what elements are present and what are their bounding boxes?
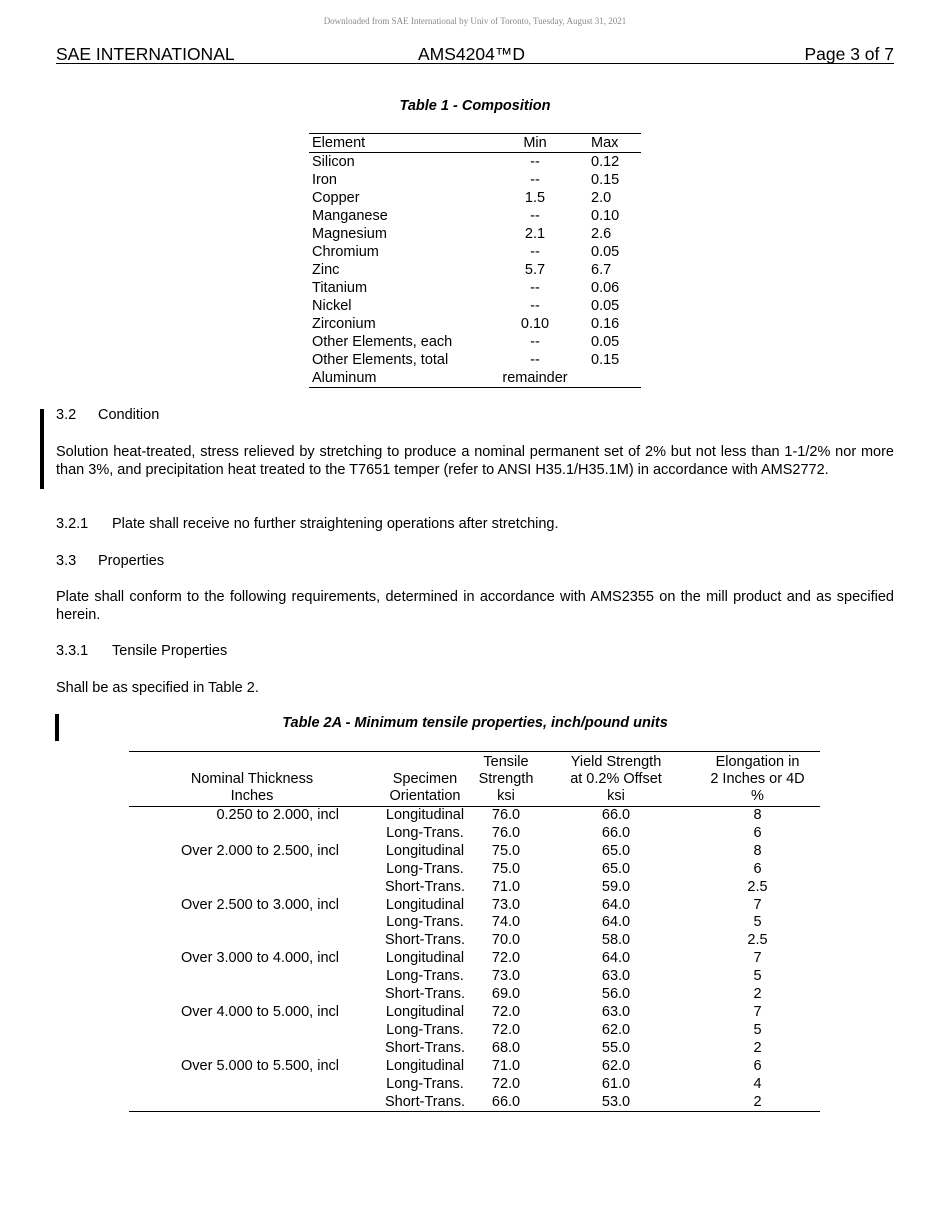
table-row bbox=[309, 297, 641, 315]
table-cell bbox=[129, 879, 375, 897]
table-cell: 0.10 bbox=[591, 208, 620, 224]
table-cell bbox=[129, 1076, 375, 1094]
table-row bbox=[309, 261, 641, 279]
table-cell: Over 2.000 to 2.500, incl bbox=[181, 842, 339, 859]
table-cell: Over 3.000 to 4.000, incl bbox=[181, 950, 339, 967]
table-cell: Aluminum bbox=[309, 369, 492, 388]
table-cell: 69.0 bbox=[491, 986, 521, 1003]
table-cell bbox=[129, 986, 375, 1004]
section-3-2-text: Solution heat-treated, stress relieved by stretching to produce a nominal permanent set of 2% but not less than 1-1/2% nor more than 3%, and precipitation heat treated to the T7651 temper (refer to ANSI H35.1/H35.1M) in accordance with AMS2772. bbox=[56, 444, 894, 478]
table-row bbox=[129, 897, 820, 915]
table-cell bbox=[129, 861, 375, 879]
table-cell: 53.0 bbox=[537, 1094, 695, 1112]
table-cell: 0.12 bbox=[591, 154, 620, 170]
table-cell: 72.0 bbox=[491, 950, 521, 967]
table-cell: 0.250 to 2.000, incl bbox=[216, 807, 339, 823]
table-cell: 0.05 bbox=[591, 334, 620, 350]
table-cell: 66.0 bbox=[601, 824, 631, 841]
table-row bbox=[309, 243, 641, 261]
table-row bbox=[129, 950, 820, 968]
table-cell: 0.05 bbox=[591, 244, 620, 260]
column-header-min: Min bbox=[492, 134, 575, 153]
table-cell: 66.0 bbox=[601, 807, 631, 823]
table-row bbox=[129, 807, 820, 825]
header-document-number: AMS4204™D bbox=[418, 44, 525, 64]
column-header-element: Element bbox=[309, 134, 492, 153]
table-row bbox=[129, 825, 820, 843]
table-row bbox=[129, 843, 820, 861]
table-cell: 7 bbox=[753, 950, 762, 967]
table-cell: Magnesium bbox=[312, 226, 387, 242]
table-cell bbox=[129, 1094, 375, 1112]
table-cell bbox=[575, 369, 641, 388]
table-cell: -- bbox=[530, 298, 540, 314]
table-cell: 72.0 bbox=[491, 1021, 521, 1038]
table-cell: 65.0 bbox=[601, 842, 631, 859]
table-cell: -- bbox=[530, 154, 540, 170]
table-cell: Long-Trans. bbox=[386, 968, 464, 985]
table-cell: 6 bbox=[753, 860, 762, 877]
column-header-orientation: Specimen Orientation bbox=[375, 752, 475, 807]
table-cell: 2 bbox=[753, 986, 762, 1003]
table-cell: Short-Trans. bbox=[375, 1094, 475, 1112]
table-cell: Longitudinal bbox=[385, 896, 465, 913]
table-cell: Long-Trans. bbox=[386, 914, 464, 931]
table-cell: 68.0 bbox=[491, 1039, 521, 1056]
table-row bbox=[309, 315, 641, 333]
table-row bbox=[309, 153, 641, 172]
table-cell: 59.0 bbox=[601, 878, 631, 895]
table-cell: 8 bbox=[753, 807, 762, 823]
table-cell: 62.0 bbox=[601, 1021, 631, 1038]
table-cell: 74.0 bbox=[491, 914, 521, 931]
table-cell: -- bbox=[530, 334, 540, 350]
section-title: Properties bbox=[98, 553, 165, 569]
table-cell: 7 bbox=[753, 1003, 762, 1020]
table-cell: Short-Trans. bbox=[384, 932, 466, 949]
table-cell: 7 bbox=[753, 896, 762, 913]
table-cell: remainder bbox=[492, 369, 575, 388]
table-cell: 0.10 bbox=[520, 316, 550, 332]
table-row bbox=[129, 968, 820, 986]
table-cell: 0.15 bbox=[591, 172, 620, 188]
table-header-row bbox=[129, 752, 820, 807]
table-cell: Longitudinal bbox=[385, 1003, 465, 1020]
table-cell: 58.0 bbox=[601, 932, 631, 949]
download-watermark: Downloaded from SAE International by Univ of Toronto, Tuesday, August 31, 2021 bbox=[323, 16, 627, 26]
table-cell: Longitudinal bbox=[385, 950, 465, 967]
revision-change-bar bbox=[40, 409, 44, 489]
table-cell: 0.05 bbox=[591, 298, 620, 314]
table-cell bbox=[129, 1040, 375, 1058]
composition-table bbox=[309, 133, 641, 388]
table-cell: 64.0 bbox=[601, 896, 631, 913]
header-publisher: SAE INTERNATIONAL bbox=[56, 44, 235, 64]
table-cell: 2.0 bbox=[591, 190, 612, 206]
table-row bbox=[129, 986, 820, 1004]
table-cell: Short-Trans. bbox=[384, 878, 466, 895]
table-cell: Long-Trans. bbox=[386, 824, 464, 841]
table-cell: Over 5.000 to 5.500, incl bbox=[181, 1057, 339, 1074]
table-cell: Short-Trans. bbox=[384, 1039, 466, 1056]
table-cell: 55.0 bbox=[601, 1039, 631, 1056]
table-cell: Short-Trans. bbox=[384, 986, 466, 1003]
table-row bbox=[129, 861, 820, 879]
table-cell: 2.6 bbox=[591, 226, 612, 242]
column-header-tensile: Tensile Strength ksi bbox=[475, 752, 537, 807]
table-cell: -- bbox=[530, 280, 540, 296]
tensile-properties-table bbox=[129, 751, 820, 1112]
table-cell: -- bbox=[530, 172, 540, 188]
table-row bbox=[129, 914, 820, 932]
table-cell: 73.0 bbox=[491, 968, 521, 985]
table-cell: 6.7 bbox=[591, 262, 612, 278]
table-cell: 5.7 bbox=[524, 262, 546, 278]
table-cell: Longitudinal bbox=[385, 1057, 465, 1074]
table-cell: Longitudinal bbox=[385, 807, 465, 823]
table-cell: Copper bbox=[312, 190, 360, 206]
table-cell: 2 bbox=[753, 1039, 762, 1056]
table-cell: 71.0 bbox=[491, 878, 521, 895]
table-cell: 2 bbox=[695, 1094, 820, 1112]
table-row bbox=[129, 1040, 820, 1058]
table-cell: Nickel bbox=[312, 298, 352, 314]
table-cell: 70.0 bbox=[491, 932, 521, 949]
table-cell: 6 bbox=[753, 824, 762, 841]
table-cell: Zinc bbox=[312, 262, 340, 278]
table-cell: 4 bbox=[753, 1075, 762, 1092]
table-cell: Other Elements, each bbox=[312, 334, 453, 350]
table-row bbox=[309, 225, 641, 243]
table-cell: 63.0 bbox=[601, 968, 631, 985]
table-cell: 0.16 bbox=[591, 316, 620, 332]
table-cell: 5 bbox=[753, 968, 762, 985]
table-cell: Zirconium bbox=[312, 316, 376, 332]
table-cell: 71.0 bbox=[491, 1057, 521, 1074]
section-3-3-1-text: Shall be as specified in Table 2. bbox=[56, 680, 259, 696]
section-number: 3.3 bbox=[56, 553, 77, 569]
column-header-elongation: Elongation in 2 Inches or 4D % bbox=[695, 752, 820, 807]
table-cell: 64.0 bbox=[601, 950, 631, 967]
table-row bbox=[129, 1022, 820, 1040]
column-header-yield: Yield Strength at 0.2% Offset ksi bbox=[537, 752, 695, 807]
table-cell: 66.0 bbox=[475, 1094, 537, 1112]
table-cell: Iron bbox=[312, 172, 337, 188]
table-row bbox=[129, 1058, 820, 1076]
table-cell: Other Elements, total bbox=[312, 352, 449, 368]
table-cell: Long-Trans. bbox=[386, 1021, 464, 1038]
table-cell: 2.5 bbox=[747, 932, 768, 949]
table-cell: Chromium bbox=[312, 244, 379, 260]
table-row bbox=[129, 1076, 820, 1094]
table-cell: 73.0 bbox=[491, 896, 521, 913]
table-cell: 1.5 bbox=[524, 190, 546, 206]
table-cell: Long-Trans. bbox=[386, 860, 464, 877]
table-row bbox=[129, 932, 820, 950]
table-row bbox=[309, 171, 641, 189]
table-cell bbox=[129, 968, 375, 986]
table-cell: 5 bbox=[753, 1021, 762, 1038]
table-row bbox=[309, 189, 641, 207]
table-row bbox=[129, 879, 820, 897]
table-row bbox=[309, 279, 641, 297]
table-cell: 75.0 bbox=[491, 842, 521, 859]
table-cell: 72.0 bbox=[491, 1075, 521, 1092]
table1-caption: Table 1 - Composition bbox=[399, 98, 551, 114]
table-cell: 8 bbox=[753, 842, 762, 859]
table-row bbox=[309, 351, 641, 369]
table-cell bbox=[129, 932, 375, 950]
section-text: Plate shall receive no further straightening operations after stretching. bbox=[112, 516, 559, 532]
header-page-number: Page 3 of 7 bbox=[804, 44, 894, 64]
table-cell: 75.0 bbox=[491, 860, 521, 877]
table-cell: 0.06 bbox=[591, 280, 620, 296]
section-number: 3.3.1 bbox=[56, 643, 89, 659]
table-cell: Silicon bbox=[312, 154, 355, 170]
table-header-row bbox=[309, 134, 641, 153]
table-cell: Over 2.500 to 3.000, incl bbox=[181, 896, 339, 913]
table-cell: 65.0 bbox=[601, 860, 631, 877]
table-cell: 0.15 bbox=[591, 352, 620, 368]
section-title: Condition bbox=[98, 407, 160, 423]
table-row bbox=[129, 1094, 820, 1112]
table-cell: 2.1 bbox=[524, 226, 546, 242]
section-3-2-heading bbox=[56, 406, 894, 424]
table-row bbox=[129, 1004, 820, 1022]
table-cell: Long-Trans. bbox=[386, 1075, 464, 1092]
table-cell: 72.0 bbox=[491, 1003, 521, 1020]
table-cell: 64.0 bbox=[601, 914, 631, 931]
table-cell: 2.5 bbox=[747, 878, 768, 895]
section-3-2-1 bbox=[56, 515, 894, 533]
table-cell: -- bbox=[530, 352, 540, 368]
table-cell: 61.0 bbox=[601, 1075, 631, 1092]
section-3-3-1-heading bbox=[56, 642, 894, 660]
section-title: Tensile Properties bbox=[112, 643, 228, 659]
table-cell bbox=[129, 914, 375, 932]
table-cell: Titanium bbox=[312, 280, 368, 296]
column-header-thickness: Nominal Thickness Inches bbox=[129, 752, 375, 807]
table-cell: 6 bbox=[753, 1057, 762, 1074]
table-row bbox=[309, 369, 641, 388]
column-header-max: Max bbox=[575, 134, 641, 153]
section-number: 3.2.1 bbox=[56, 516, 89, 532]
table-cell: Longitudinal bbox=[385, 842, 465, 859]
table-row bbox=[309, 333, 641, 351]
table2a-caption: Table 2A - Minimum tensile properties, inch/pound units bbox=[282, 715, 668, 731]
table-cell: -- bbox=[530, 208, 540, 224]
section-3-3-heading bbox=[56, 552, 894, 570]
table-cell: 62.0 bbox=[601, 1057, 631, 1074]
table-cell bbox=[129, 825, 375, 843]
table-cell: 76.0 bbox=[491, 807, 521, 823]
table-cell: 63.0 bbox=[601, 1003, 631, 1020]
table-cell: 76.0 bbox=[491, 824, 521, 841]
table-cell: 56.0 bbox=[601, 986, 631, 1003]
table-row bbox=[309, 207, 641, 225]
table-cell: -- bbox=[530, 244, 540, 260]
section-number: 3.2 bbox=[56, 407, 77, 423]
section-3-3-text: Plate shall conform to the following requirements, determined in accordance with AMS2355 on the mill product and as specified herein. bbox=[56, 589, 894, 623]
table-cell: Over 4.000 to 5.000, incl bbox=[181, 1003, 339, 1020]
header-rule bbox=[56, 63, 894, 64]
table-cell bbox=[129, 1022, 375, 1040]
table-cell: Manganese bbox=[312, 208, 388, 224]
table-cell: 5 bbox=[753, 914, 762, 931]
